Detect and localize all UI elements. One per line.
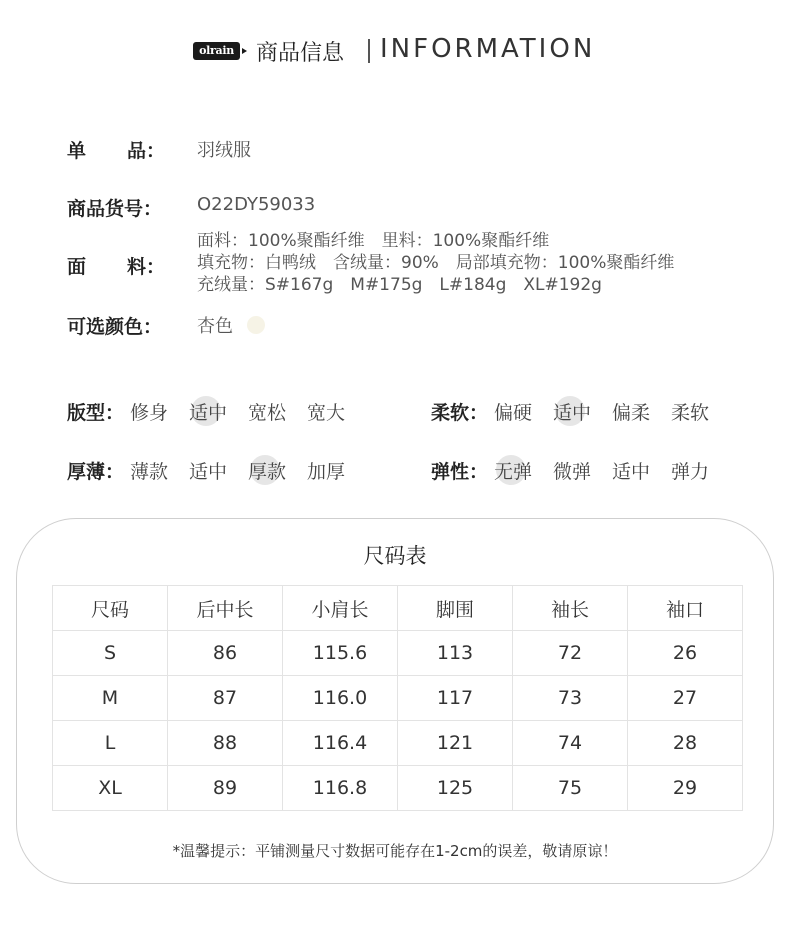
attr-elastic-option: 弹力 bbox=[671, 461, 710, 483]
size-table-header-cell: 后中长 bbox=[168, 586, 283, 631]
attr-soft-option: 偏柔 bbox=[612, 402, 651, 424]
size-table-cell: 72 bbox=[513, 631, 628, 676]
attr-thick-option: 适中 bbox=[189, 461, 228, 483]
attr-fit-label: 版型： bbox=[67, 402, 125, 424]
header-title-cn: 商品信息 bbox=[256, 41, 345, 66]
attr-soft-label: 柔软： bbox=[431, 402, 489, 424]
fabric-label: 面 料： bbox=[67, 256, 165, 278]
attr-thick-option: 薄款 bbox=[130, 461, 169, 483]
size-table-cell: M bbox=[53, 676, 168, 721]
attr-soft-option: 偏硬 bbox=[494, 402, 533, 424]
attr-thick-label: 厚薄： bbox=[67, 461, 125, 483]
size-table-cell: 73 bbox=[513, 676, 628, 721]
size-table-row bbox=[53, 766, 743, 811]
size-table-header-cell: 脚围 bbox=[398, 586, 513, 631]
size-table-header-cell: 袖长 bbox=[513, 586, 628, 631]
sku-label: 商品货号： bbox=[67, 198, 163, 220]
size-table-cell: 125 bbox=[398, 766, 513, 811]
size-table-cell: 75 bbox=[513, 766, 628, 811]
attr-soft-option: 柔软 bbox=[671, 402, 710, 424]
size-table-cell: S bbox=[53, 631, 168, 676]
header-title-en: INFORMATION bbox=[380, 34, 596, 64]
size-table-cell: 29 bbox=[628, 766, 743, 811]
item-label: 单 品： bbox=[67, 140, 165, 162]
size-table-cell: 115.6 bbox=[283, 631, 398, 676]
attr-soft-option-selected: 适中 bbox=[553, 398, 591, 425]
size-table-cell: 86 bbox=[168, 631, 283, 676]
size-table-cell: 74 bbox=[513, 721, 628, 766]
item-value: 羽绒服 bbox=[197, 140, 251, 161]
color-swatch bbox=[247, 316, 265, 334]
fabric-line-1: 面料：100%聚酯纤维 里料：100%聚酯纤维 bbox=[197, 231, 550, 251]
size-table-cell: 117 bbox=[398, 676, 513, 721]
measurement-note: *温馨提示：平铺测量尺寸数据可能存在1-2cm的误差，敬请原谅！ bbox=[172, 842, 618, 860]
size-table-cell: 116.4 bbox=[283, 721, 398, 766]
size-table-row bbox=[53, 631, 743, 676]
header-divider bbox=[368, 39, 370, 63]
attr-elastic-option: 适中 bbox=[612, 461, 651, 483]
attr-thick-option: 加厚 bbox=[307, 461, 346, 483]
color-label: 可选颜色： bbox=[67, 316, 163, 338]
size-table-cell: XL bbox=[53, 766, 168, 811]
size-chart-title: 尺码表 bbox=[363, 544, 427, 568]
attr-fit-option: 宽松 bbox=[248, 402, 287, 424]
brand-logo: olrain bbox=[193, 42, 240, 60]
size-table-cell: 87 bbox=[168, 676, 283, 721]
size-table-cell: 121 bbox=[398, 721, 513, 766]
size-table-cell: 27 bbox=[628, 676, 743, 721]
size-table-header-cell: 小肩长 bbox=[283, 586, 398, 631]
size-table-cell: L bbox=[53, 721, 168, 766]
attr-fit-option: 修身 bbox=[130, 402, 169, 424]
size-table-row bbox=[53, 721, 743, 766]
color-value-wrap bbox=[197, 312, 265, 338]
size-table-cell: 88 bbox=[168, 721, 283, 766]
size-table-cell: 26 bbox=[628, 631, 743, 676]
section-header bbox=[0, 34, 790, 68]
attr-elastic-label: 弹性： bbox=[431, 461, 489, 483]
size-table bbox=[52, 585, 743, 811]
sku-value: O22DY59033 bbox=[197, 194, 316, 215]
size-table-header-cell: 尺码 bbox=[53, 586, 168, 631]
fabric-line-2: 填充物：白鸭绒 含绒量：90% 局部填充物：100%聚酯纤维 bbox=[197, 253, 675, 273]
attr-fit-option-selected: 适中 bbox=[189, 398, 227, 425]
attr-elastic-option: 微弹 bbox=[553, 461, 592, 483]
size-table-cell: 116.8 bbox=[283, 766, 398, 811]
size-table-cell: 28 bbox=[628, 721, 743, 766]
size-table-cell: 89 bbox=[168, 766, 283, 811]
size-table-header-row bbox=[53, 586, 743, 631]
size-table-header-cell: 袖口 bbox=[628, 586, 743, 631]
attr-elastic-option-selected: 无弹 bbox=[494, 457, 532, 484]
fabric-line-3: 充绒量：S#167g M#175g L#184g XL#192g bbox=[197, 275, 602, 295]
size-table-row bbox=[53, 676, 743, 721]
attr-fit-option: 宽大 bbox=[307, 402, 346, 424]
attr-thick-option-selected: 厚款 bbox=[248, 457, 286, 484]
size-table-cell: 116.0 bbox=[283, 676, 398, 721]
color-value: 杏色 bbox=[197, 316, 233, 337]
size-table-cell: 113 bbox=[398, 631, 513, 676]
